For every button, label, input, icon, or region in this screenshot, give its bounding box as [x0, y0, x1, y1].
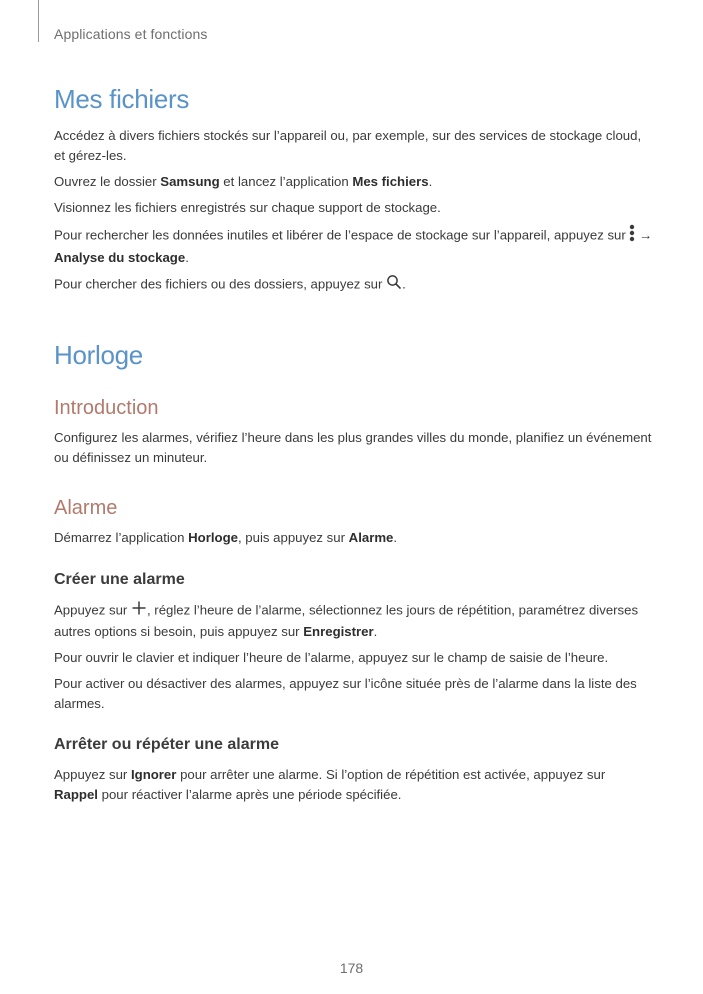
- search-icon: [386, 274, 402, 296]
- section-title-mes-fichiers: Mes fichiers: [54, 84, 190, 114]
- section-title-horloge: Horloge: [54, 340, 143, 370]
- page-content: [54, 80, 654, 805]
- term-alarme: Alarme: [348, 530, 394, 545]
- term-mes-fichiers: Mes fichiers: [352, 174, 429, 189]
- mes-fichiers-open: Ouvrez le dossier Samsung et lancez l’application Mes fichiers.: [54, 174, 433, 189]
- header-rule: [38, 0, 39, 42]
- more-options-icon: [629, 224, 635, 248]
- heading-arreter-repeter-alarme: Arrêter ou répéter une alarme: [54, 736, 279, 753]
- term-ignorer: Ignorer: [130, 767, 177, 782]
- mes-fichiers-view: Visionnez les fichiers enregistrés sur chaque support de stockage.: [54, 200, 441, 215]
- creer-alarme-keyboard: Pour ouvrir le clavier et indiquer l’heure de l’alarme, appuyez sur le champ de saisie de l’heure.: [54, 650, 609, 665]
- running-header: Applications et fonctions: [54, 26, 208, 42]
- page-number: 178: [339, 960, 364, 976]
- heading-creer-une-alarme: Créer une alarme: [54, 571, 185, 588]
- alarme-intro-text: Démarrez l’application Horloge, puis appuyez sur Alarme.: [54, 530, 398, 545]
- mes-fichiers-search: Pour chercher des fichiers ou des dossiers, appuyez sur .: [54, 274, 654, 296]
- subsection-title-alarme: Alarme: [54, 497, 118, 519]
- plus-icon: [131, 600, 147, 622]
- term-horloge: Horloge: [188, 530, 238, 545]
- arreter-alarme-text: Appuyez sur Ignorer pour arrêter une alarme. Si l’option de répétition est activée, appuyez sur Rappel pour réactiver l’alarme après une période spécifiée.: [54, 767, 606, 802]
- term-enregistrer: Enregistrer: [303, 624, 374, 639]
- subsection-title-introduction: Introduction: [54, 397, 159, 419]
- term-rappel: Rappel: [54, 787, 98, 802]
- term-analyse-du-stockage: Analyse du stockage: [54, 250, 186, 265]
- mes-fichiers-storage: Pour rechercher les données inutiles et libérer de l’espace de stockage sur l’appareil, appuyez sur → Analyse du stockage.: [54, 224, 654, 268]
- creer-alarme-step: Appuyez sur , réglez l’heure de l’alarme, sélectionnez les jours de répétition, paramétrez diverses autres options si besoin, puis appuyez sur Enregistrer.: [54, 600, 654, 642]
- mes-fichiers-intro: Accédez à divers fichiers stockés sur l’appareil ou, par exemple, sur des services de stockage cloud, et gérez-les.: [54, 128, 642, 163]
- creer-alarme-toggle: Pour activer ou désactiver des alarmes, appuyez sur l’icône située près de l’alarme dans la liste des alarmes.: [54, 676, 637, 711]
- horloge-intro-text: Configurez les alarmes, vérifiez l’heure dans les plus grandes villes du monde, planifiez un événement ou définissez un minuteur.: [54, 430, 652, 465]
- term-samsung: Samsung: [160, 174, 220, 189]
